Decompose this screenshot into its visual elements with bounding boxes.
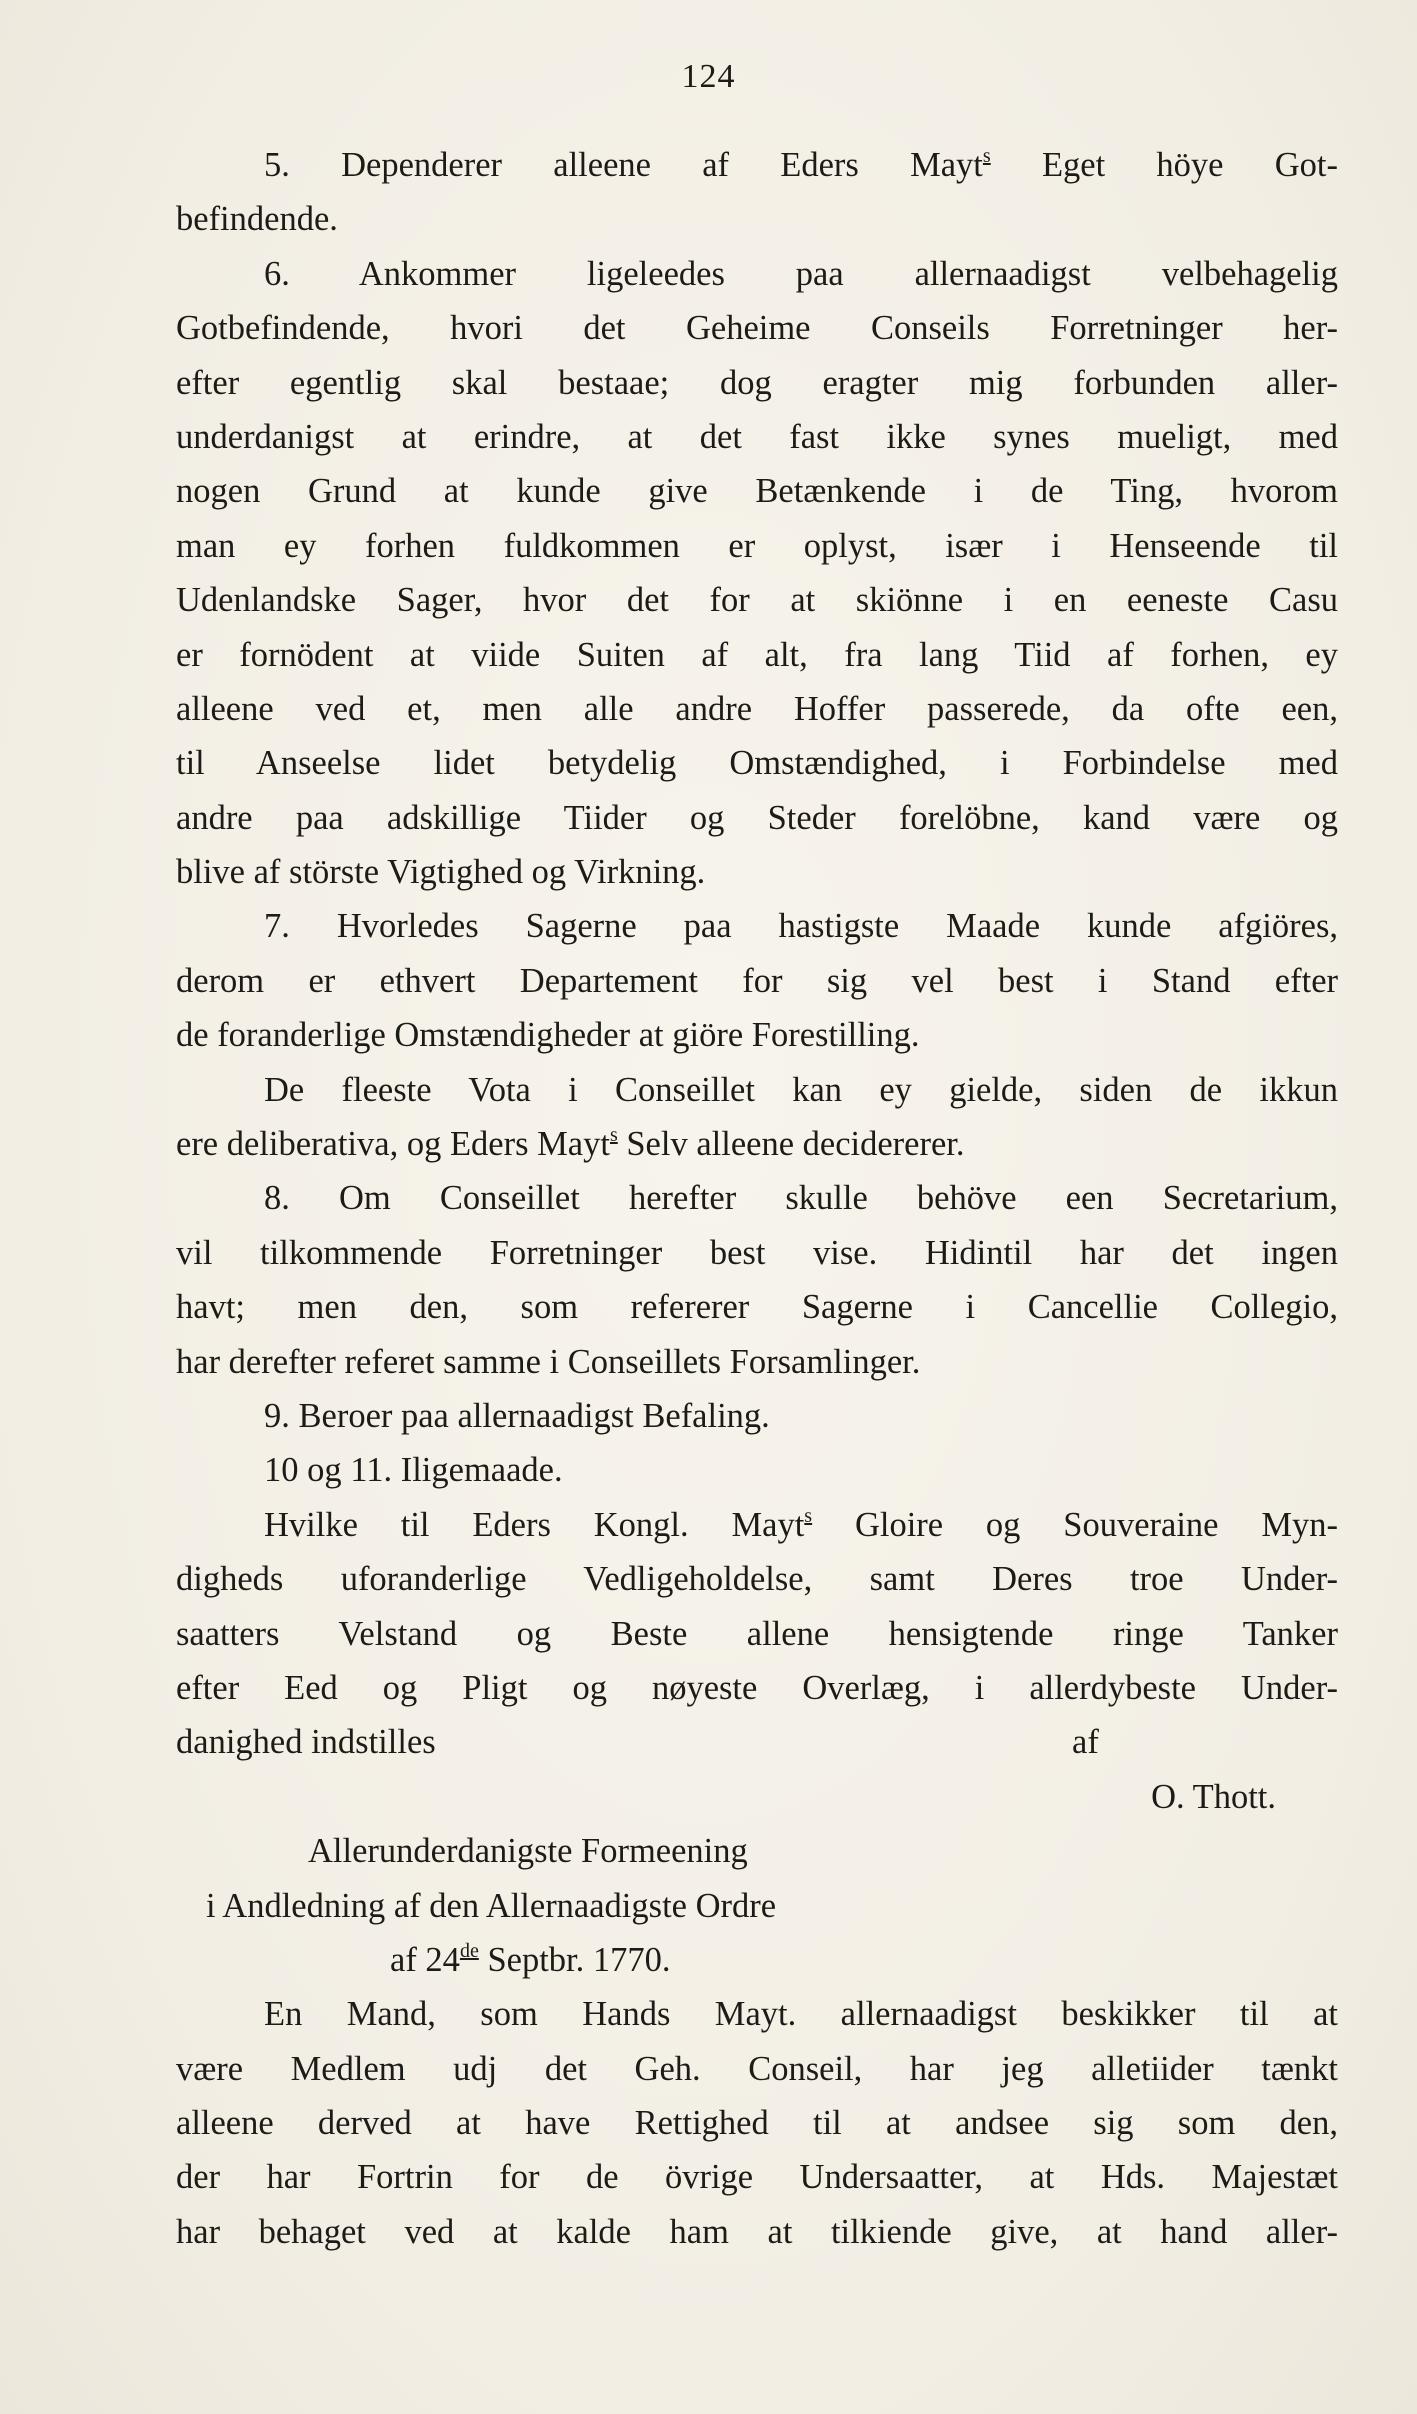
text-line: 5. Dependerer alleene af Eders Mayt$^s$ Eget höye Got- <box>264 145 1338 184</box>
text-line: blive af störste Vigtighed og Virkning. <box>176 853 706 892</box>
text-line: der har Fortrin for de övrige Undersaatter, at Hds. Majestæt <box>176 2158 1338 2197</box>
text-line: har behaget ved at kalde ham at tilkiende give, at hand aller- <box>176 2212 1338 2251</box>
body-text <box>176 138 1338 2259</box>
text-line: efter egentlig skal bestaae; dog eragter mig forbunden aller- <box>176 363 1338 402</box>
section-title: af 24de Septbr. 1770. <box>390 1939 671 1979</box>
text-line: til Anseelse lidet betydelig Omstændighed, i Forbindelse med <box>176 744 1338 783</box>
text-line: ere deliberativa, og Eders Mayt$^s$ Selv alleene decidererer. <box>176 1124 965 1164</box>
text-line: 8. Om Conseillet herefter skulle behöve een Secretarium, <box>264 1179 1338 1218</box>
text-line: digheds uforanderlige Vedligeholdelse, samt Deres troe Under- <box>176 1560 1338 1599</box>
af-word: af <box>1072 1723 1099 1762</box>
text-line: havt; men den, som refererer Sagerne i Cancellie Collegio, <box>176 1288 1338 1327</box>
text-line: Hvilke til Eders Kongl. Mayt$^s$ Gloire og Souveraine Myn- <box>264 1504 1338 1544</box>
text-line: De fleeste Vota i Conseillet kan ey gielde, siden de ikkun <box>264 1070 1338 1109</box>
signature: O. Thott. <box>1151 1777 1276 1816</box>
text-line: 6. Ankommer ligeleedes paa allernaadigst velbehagelig <box>264 254 1338 293</box>
text-line: nogen Grund at kunde give Betænkende i de Ting, hvorom <box>176 472 1338 511</box>
text-line: alleene derved at have Rettighed til at andsee sig som den, <box>176 2104 1338 2143</box>
text-line: man ey forhen fuldkommen er oplyst, især i Henseende til <box>176 526 1338 565</box>
text-line: efter Eed og Pligt og nøyeste Overlæg, i allerdybeste Under- <box>176 1668 1338 1707</box>
text-line: 7. Hvorledes Sagerne paa hastigste Maade kunde afgiöres, <box>264 907 1338 946</box>
page-number: 124 <box>681 58 736 95</box>
text-line: En Mand, som Hands Mayt. allernaadigst beskikker til at <box>264 1995 1338 2034</box>
text-line: alleene ved et, men alle andre Hoffer passerede, da ofte een, <box>176 689 1338 728</box>
text-line: de foranderlige Omstændigheder at giöre Forestilling. <box>176 1016 920 1055</box>
text-line: derom er ethvert Departement for sig vel best i Stand efter <box>176 961 1338 1000</box>
text-line: danighed indstilles af <box>176 1715 1338 1769</box>
text-line: 9. Beroer paa allernaadigst Befaling. <box>264 1396 770 1435</box>
text-line: andre paa adskillige Tiider og Steder forelöbne, kand være og <box>176 798 1338 837</box>
text-line: er fornödent at viide Suiten af alt, fra lang Tiid af forhen, ey <box>176 635 1338 674</box>
text-line: har derefter referet samme i Conseillets Forsamlinger. <box>176 1342 921 1381</box>
text-line: 10 og 11. Iligemaade. <box>264 1451 563 1490</box>
section-title: i Andledning af den Allernaadigste Ordre <box>206 1886 777 1925</box>
text-line: være Medlem udj det Geh. Conseil, har jeg alletiider tænkt <box>176 2049 1338 2088</box>
text-line: vil tilkommende Forretninger best vise. Hidintil har det ingen <box>176 1233 1338 1272</box>
text-line: Gotbefindende, hvori det Geheime Conseils Forretninger her- <box>176 309 1338 348</box>
text-line: saatters Velstand og Beste allene hensigtende ringe Tanker <box>176 1614 1338 1653</box>
section-title: Allerunderdanigste Formeening <box>308 1832 748 1871</box>
text-line: Udenlandske Sager, hvor det for at skiönne i en eeneste Casu <box>176 581 1338 620</box>
text-line: befindende. <box>176 200 338 239</box>
text-line: underdanigst at erindre, at det fast ikke synes mueligt, med <box>176 417 1338 456</box>
